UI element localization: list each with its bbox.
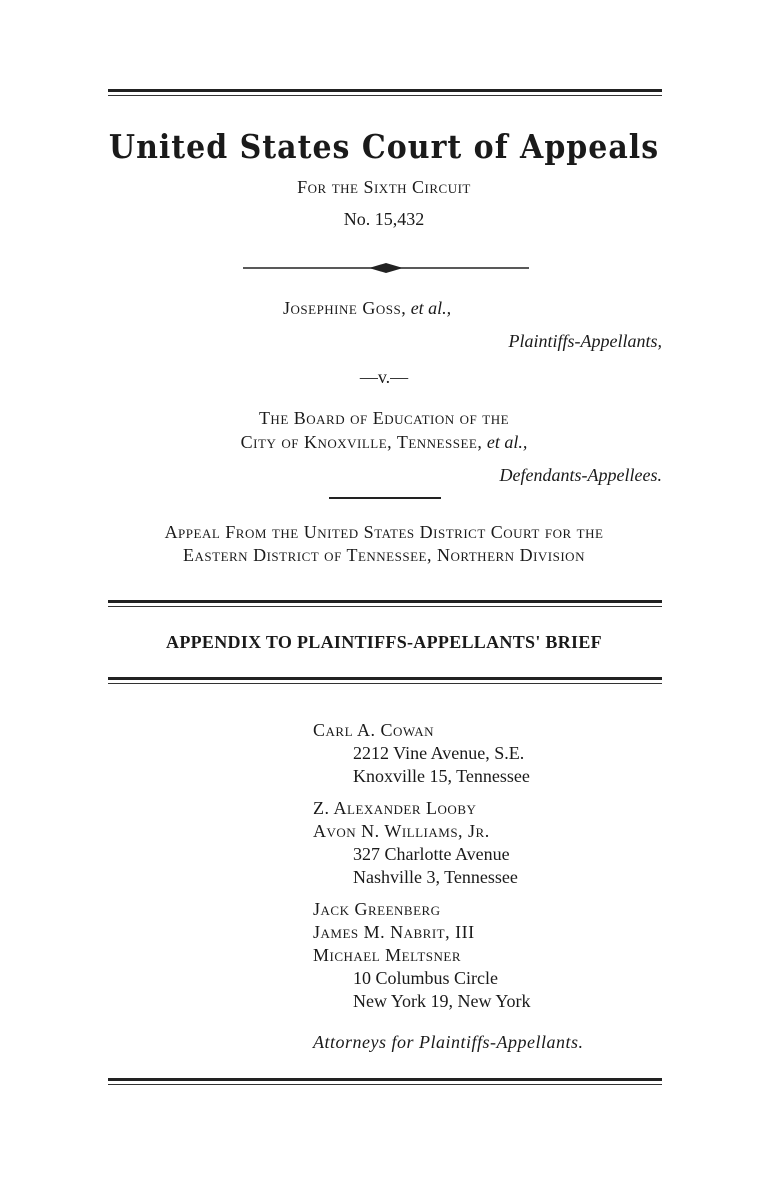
title-rule-top-thin: [108, 606, 662, 607]
plaintiff-name: Josephine Goss, et al.,: [283, 298, 452, 318]
attorney-name: James M. Nabrit, III: [313, 922, 475, 942]
bottom-rule-thin: [108, 1084, 662, 1085]
defendant-role: Defendants-Appellees.: [499, 465, 662, 485]
short-divider: [329, 497, 441, 499]
appeal-line2: Eastern District of Tennessee, Northern Division: [183, 545, 585, 565]
attorney-address: 10 Columbus Circle: [353, 968, 498, 988]
bottom-rule: [108, 1078, 662, 1081]
defendant-line2: City of Knoxville, Tennessee, et al.,: [240, 432, 528, 452]
attorney-address: 327 Charlotte Avenue: [353, 844, 510, 864]
title-rule-bottom-thin: [108, 683, 662, 684]
attorney-name: Carl A. Cowan: [313, 720, 435, 740]
plaintiff-role: Plaintiffs-Appellants,: [508, 331, 662, 351]
top-rule: [108, 89, 662, 92]
attorneys-signature: Attorneys for Plaintiffs-Appellants.: [313, 1032, 584, 1052]
attorney-name: Michael Meltsner: [313, 945, 462, 965]
attorney-address: Knoxville 15, Tennessee: [353, 766, 530, 786]
case-number: No. 15,432: [343, 209, 425, 229]
title-rule-top: [108, 600, 662, 603]
ornament-divider: [243, 260, 529, 276]
attorney-name: Jack Greenberg: [313, 899, 441, 919]
attorney-address: 2212 Vine Avenue, S.E.: [353, 743, 525, 763]
attorney-address: Nashville 3, Tennessee: [353, 867, 518, 887]
top-rule-thin: [108, 95, 662, 96]
title-rule-bottom: [108, 677, 662, 680]
appeal-line1: Appeal From the United States District Court for the: [164, 522, 604, 542]
versus: —v.—: [359, 367, 409, 387]
attorney-name: Z. Alexander Looby: [313, 798, 477, 818]
attorney-address: New York 19, New York: [353, 991, 531, 1011]
court-name: United States Court of Appeals: [108, 128, 660, 167]
circuit-label: For the Sixth Circuit: [297, 177, 471, 197]
document-title: APPENDIX TO PLAINTIFFS-APPELLANTS' BRIEF: [166, 632, 602, 652]
defendant-line1: The Board of Education of the: [258, 408, 510, 428]
attorney-name: Avon N. Williams, Jr.: [313, 821, 490, 841]
